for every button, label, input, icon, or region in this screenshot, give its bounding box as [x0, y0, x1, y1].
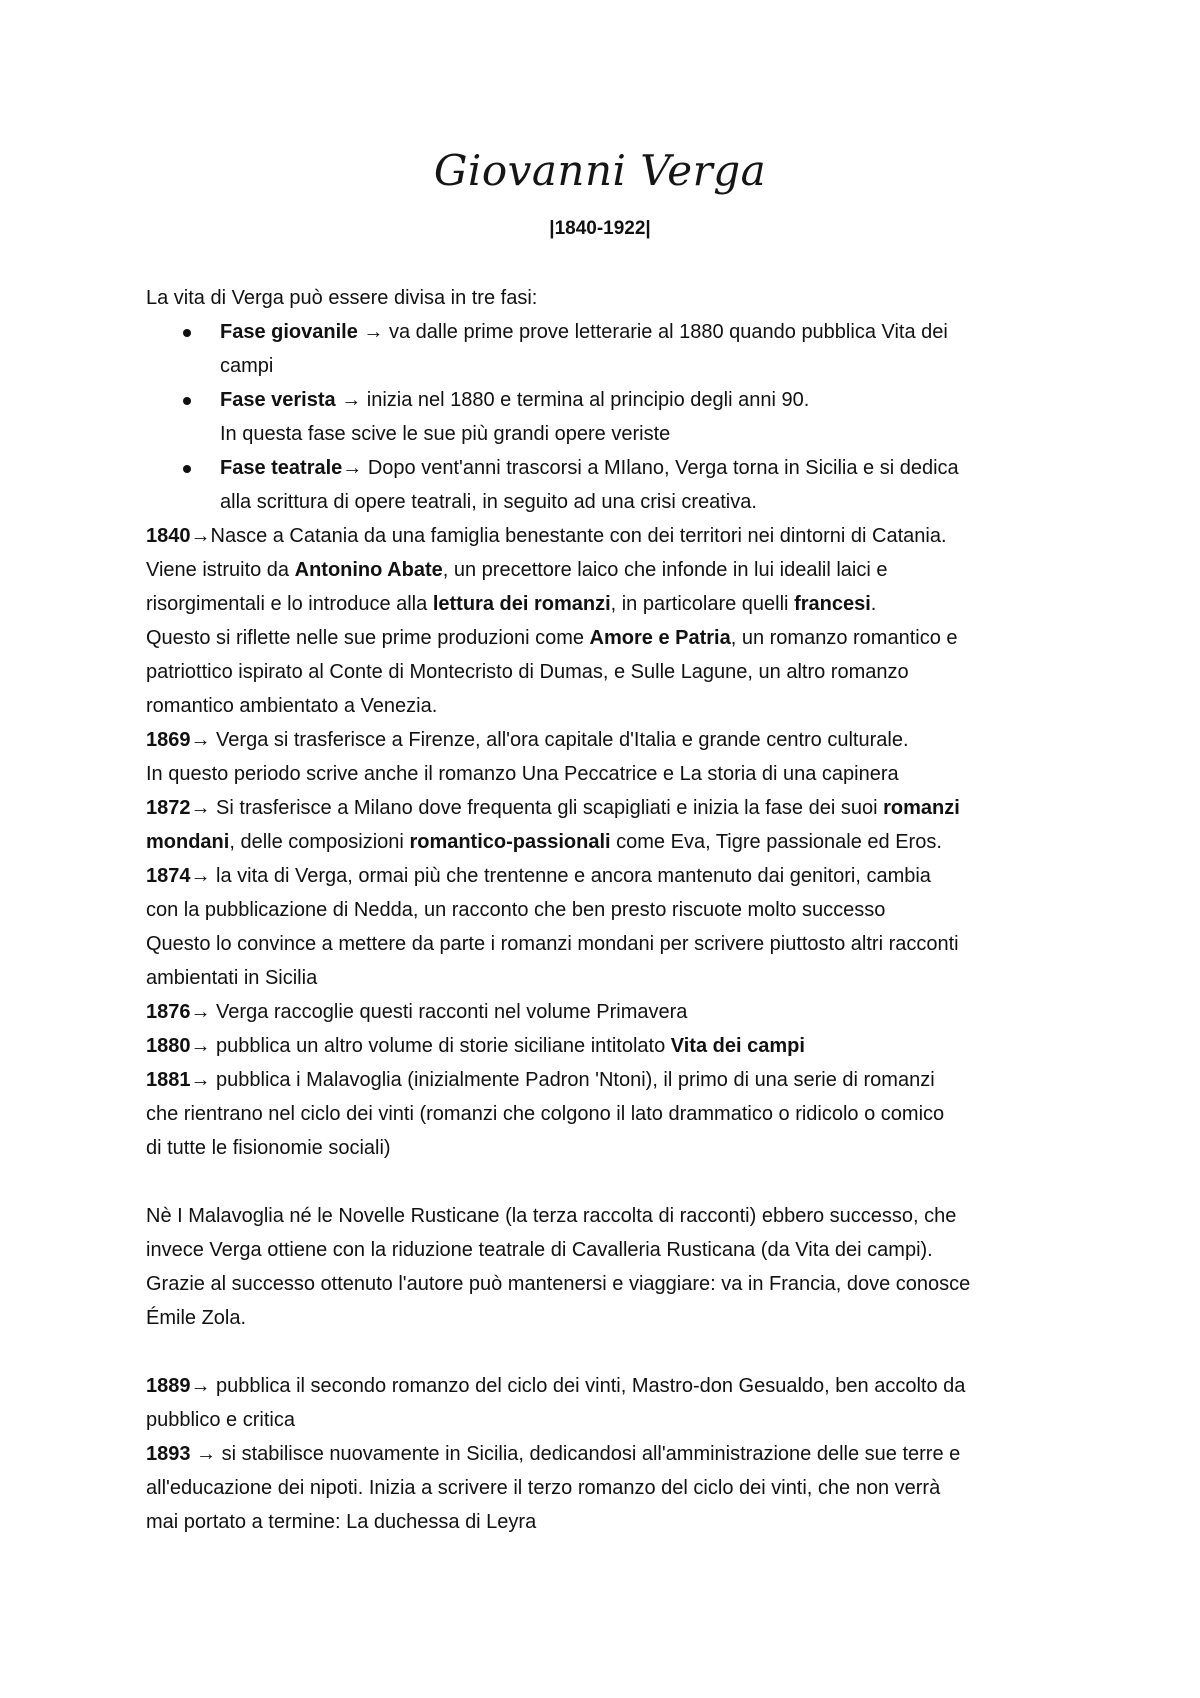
entry-1880 — [146, 1029, 1076, 1063]
entry-year: 1881→ — [146, 1069, 211, 1091]
page-title: Giovanni Verga — [433, 146, 767, 195]
entry-text: , un romanzo romantico e — [730, 627, 958, 649]
phase-item — [146, 451, 1076, 485]
entry-text: Si trasferisce a Milano dove frequenta gli scapigliati e inizia la fase dei suoi — [210, 797, 884, 819]
entry-text: . — [870, 593, 877, 615]
document-body — [146, 281, 1076, 1539]
entry-emphasis: romanzi — [883, 797, 960, 819]
entry-text: Viene istruito da — [146, 559, 295, 581]
entry-text: pubblica un altro volume di storie siciliane intitolato — [210, 1035, 671, 1057]
phase-text: → inizia nel 1880 e termina al principio degli anni 90. — [335, 389, 810, 411]
phase-text-cont: alla scrittura di opere teatrali, in seguito ad una crisi creativa. — [220, 491, 757, 513]
entry-1876 — [146, 995, 1076, 1029]
entry-1893 — [146, 1437, 1076, 1471]
phase-text: → va dalle prime prove letterarie al 1880 quando pubblica Vita dei — [357, 321, 948, 343]
entry-emphasis: Vita dei campi — [670, 1035, 805, 1057]
entry-emphasis: Antonino Abate — [294, 559, 443, 581]
phase-item — [146, 315, 1076, 349]
entry-1874-line: ambientati in Sicilia — [146, 967, 318, 989]
entry-1840-line: patriottico ispirato al Conte di Montecristo di Dumas, e Sulle Lagune, un altro romanzo — [146, 661, 909, 683]
entry-1872 — [146, 791, 1076, 825]
entry-year: 1893 → — [146, 1443, 217, 1465]
phase-label: Fase giovanile — [220, 321, 358, 343]
entry-year: 1876→ — [146, 1001, 211, 1023]
entry-emphasis: lettura dei romanzi — [432, 593, 611, 615]
entry-text: come Eva, Tigre passionale ed Eros. — [610, 831, 942, 853]
entry-1881-line: che rientrano nel ciclo dei vinti (romanzi che colgono il lato drammatico o ridicolo o comico — [146, 1103, 945, 1125]
success-paragraph-line: Émile Zola. — [146, 1307, 247, 1329]
entry-1874-line: Questo lo convince a mettere da parte i romanzi mondani per scrivere piuttosto altri racconti — [146, 933, 959, 955]
entry-emphasis: Amore e Patria — [589, 627, 731, 649]
entry-1840-line — [146, 553, 1076, 587]
entry-text: , un precettore laico che infonde in lui idealil laici e — [442, 559, 888, 581]
entry-emphasis: francesi — [794, 593, 871, 615]
entry-year: 1872→ — [146, 797, 211, 819]
entry-year: 1889→ — [146, 1375, 211, 1397]
phase-label: Fase teatrale — [220, 457, 343, 479]
phase-text-cont: In questa fase scive le sue più grandi opere veriste — [220, 423, 671, 445]
entry-1874-line: con la pubblicazione di Nedda, un racconto che ben presto riscuote molto successo — [146, 899, 886, 921]
entry-text: la vita di Verga, ormai più che trentenne e ancora mantenuto dai genitori, cambia — [210, 865, 931, 887]
paragraph-gap — [146, 1335, 1076, 1369]
entry-emphasis: mondani — [146, 831, 230, 853]
entry-text: , delle composizioni — [229, 831, 410, 853]
entry-text: Verga si trasferisce a Firenze, all'ora capitale d'Italia e grande centro culturale. — [210, 729, 909, 751]
entry-1889-line: pubblico e critica — [146, 1409, 295, 1431]
entry-1840-line — [146, 621, 1076, 655]
phase-item — [146, 383, 1076, 417]
entry-1840 — [146, 519, 1076, 553]
entry-1840-line — [146, 587, 1076, 621]
entry-year: 1874→ — [146, 865, 211, 887]
entry-1881-line: di tutte le fisionomie sociali) — [146, 1137, 391, 1159]
entry-text: Verga raccoglie questi racconti nel volume Primavera — [210, 1001, 688, 1023]
entry-text: Nasce a Catania da una famiglia benestante con dei territori nei dintorni di Catania. — [210, 525, 947, 547]
entry-year: 1880→ — [146, 1035, 211, 1057]
bullet-icon — [183, 397, 191, 405]
entry-year: 1840→ — [146, 525, 211, 547]
entry-text: , in particolare quelli — [610, 593, 795, 615]
entry-1872-line — [146, 825, 1076, 859]
entry-text: pubblica i Malavoglia (inizialmente Padron 'Ntoni), il primo di una serie di romanzi — [210, 1069, 935, 1091]
entry-1881 — [146, 1063, 1076, 1097]
success-paragraph-line: Grazie al successo ottenuto l'autore può mantenersi e viaggiare: va in Francia, dove conosce — [146, 1273, 971, 1295]
entry-emphasis: romantico-passionali — [409, 831, 611, 853]
phase-text: → Dopo vent'anni trascorsi a MIlano, Verga torna in Sicilia e si dedica — [342, 457, 959, 479]
entry-1889 — [146, 1369, 1076, 1403]
bullet-icon — [183, 465, 191, 473]
paragraph-gap — [146, 1165, 1076, 1199]
entry-1874 — [146, 859, 1076, 893]
entry-1893-line: all'educazione dei nipoti. Inizia a scrivere il terzo romanzo del ciclo dei vinti, che non verrà — [146, 1477, 941, 1499]
entry-year: 1869→ — [146, 729, 211, 751]
entry-text: risorgimentali e lo introduce alla — [146, 593, 433, 615]
entry-text: Questo si riflette nelle sue prime produzioni come — [146, 627, 590, 649]
success-paragraph-line: Nè I Malavoglia né le Novelle Rusticane (la terza raccolta di racconti) ebbero successo, che — [146, 1205, 957, 1227]
entry-1869 — [146, 723, 1076, 757]
success-paragraph-line: invece Verga ottiene con la riduzione teatrale di Cavalleria Rusticana (da Vita dei campi). — [146, 1239, 933, 1261]
intro-line: La vita di Verga può essere divisa in tre fasi: — [146, 287, 538, 309]
entry-1840-line: romantico ambientato a Venezia. — [146, 695, 438, 717]
phase-text-cont: campi — [220, 355, 274, 377]
bullet-icon — [183, 329, 191, 337]
entry-1869-line: In questo periodo scrive anche il romanzo Una Peccatrice e La storia di una capinera — [146, 763, 899, 785]
life-years: |1840-1922| — [549, 218, 651, 239]
phase-label: Fase verista — [220, 389, 336, 411]
entry-text: si stabilisce nuovamente in Sicilia, dedicandosi all'amministrazione delle sue terre e — [216, 1443, 961, 1465]
entry-text: pubblica il secondo romanzo del ciclo dei vinti, Mastro-don Gesualdo, ben accolto da — [210, 1375, 966, 1397]
entry-1893-line: mai portato a termine: La duchessa di Leyra — [146, 1511, 537, 1533]
